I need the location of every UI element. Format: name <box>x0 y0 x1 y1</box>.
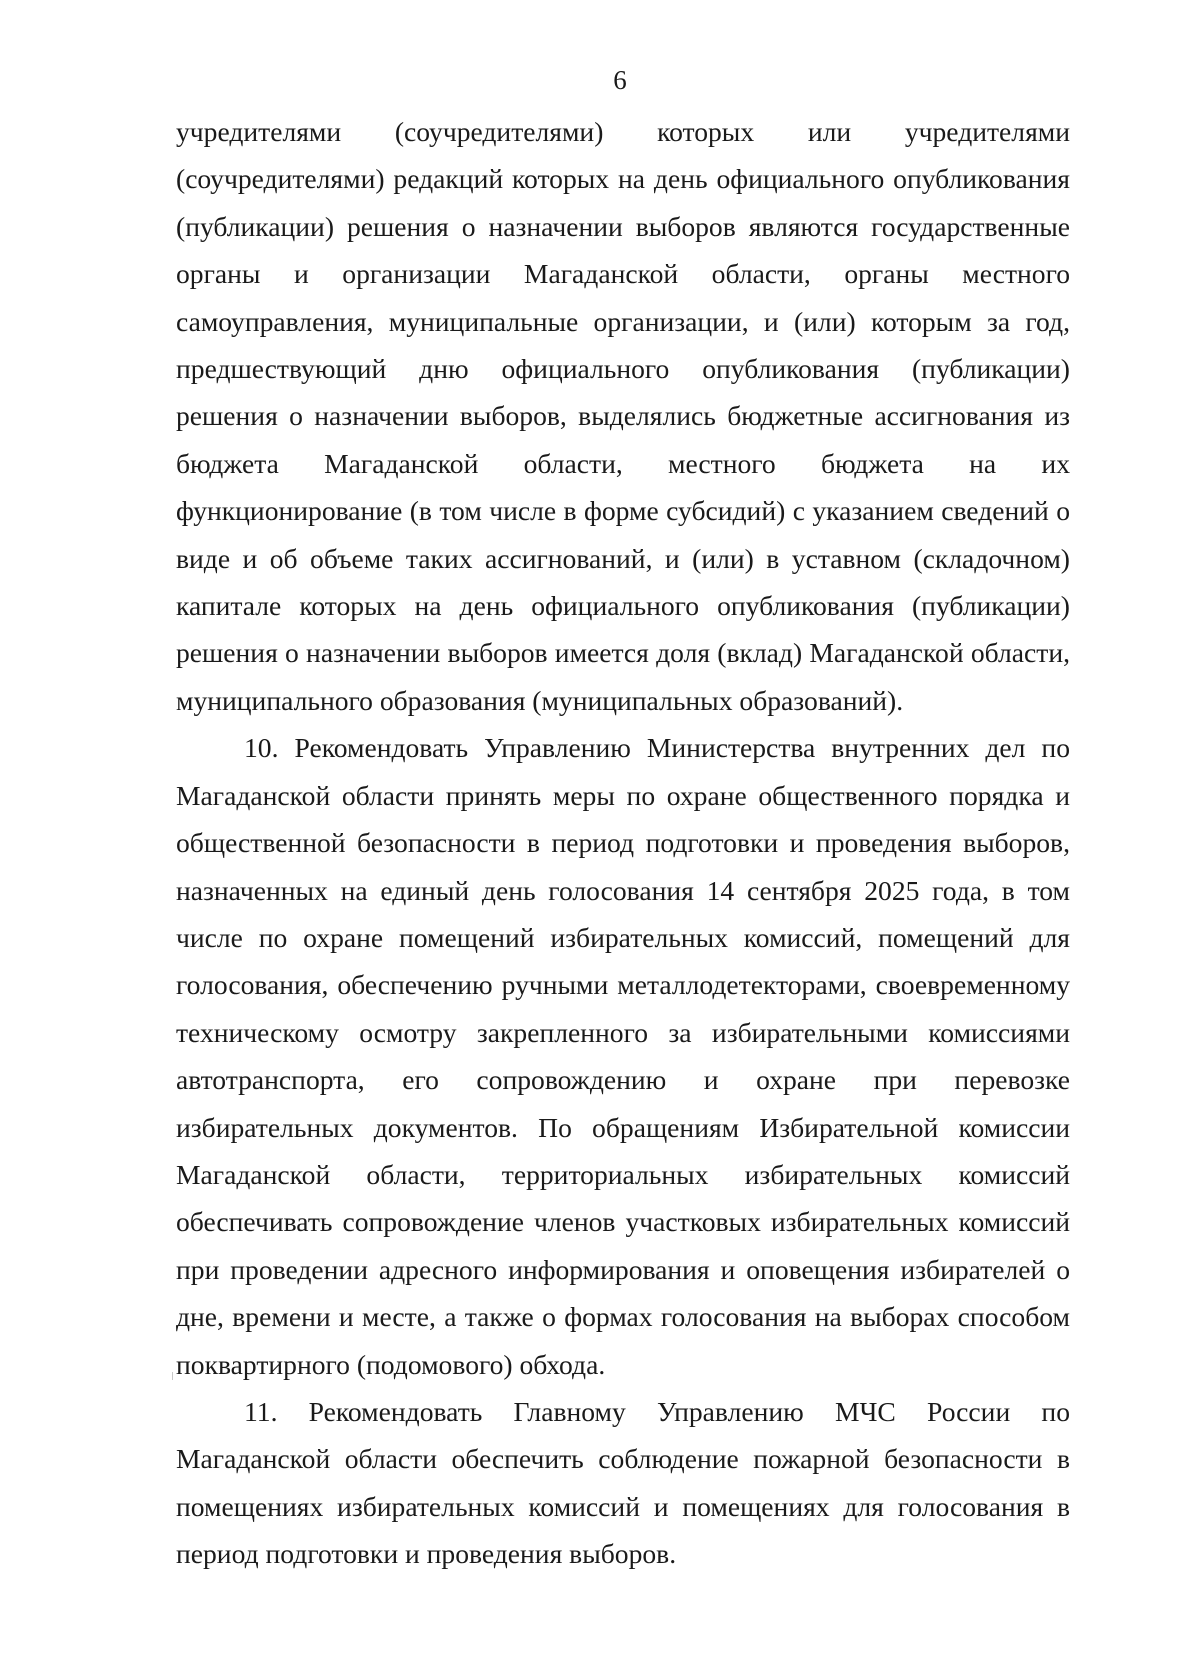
page-number: 6 <box>613 65 627 95</box>
document-body <box>176 108 1070 1578</box>
paragraph-item-11: 11. Рекомендовать Главному Управлению МЧС России по Магаданской области обеспечить соблюдение пожарной безопасности в помещениях избирательных комиссий и помещениях для голосования в период подготовки и проведения выборов. <box>176 1395 1070 1570</box>
paragraph-continuation: учредителями (соучредителями) которых или учредителями (соучредителями) редакций которых на день официального опубликования (публикации) решения о назначении выборов являются государственные органы и организации Магаданской области, органы местного самоуправления, муниципальные организации, и (или) которым за год, предшествующий дню официального опубликования (публикации) решения о назначении выборов, выделялись бюджетные ассигнования из бюджета Магаданской области, местного бюджета на их функционирование (в том числе в форме субсидий) с указанием сведений о виде и об объеме таких ассигнований, и (или) в уставном (складочном) капитале которых на день официального опубликования (публикации) решения о назначении выборов имеется доля (вклад) Магаданской области, муниципального образования (муниципальных образований). <box>176 116 1070 716</box>
paragraph-item-10: 10. Рекомендовать Управлению Министерства внутренних дел по Магаданской области принять меры по охране общественного порядка и общественной безопасности в период подготовки и проведения выборов, назначенных на единый день голосования 14 сентября 2025 года, в том числе по охране помещений избирательных комиссий, помещений для голосования, обеспечению ручными металлодетекторами, своевременному техническому осмотру закрепленного за избирательными комиссиями автотранспорта, его сопровождению и охране при перевозке избирательных документов. По обращениям Избирательной комиссии Магаданской области, территориальных избирательных комиссий обеспечивать сопровождение членов участковых избирательных комиссий при проведении адресного информирования и оповещения избирателей о дне, времени и месте, а также о формах голосования на выборах способом поквартирного (подомового) обхода. <box>176 732 1070 1380</box>
scan-mark <box>172 1372 173 1380</box>
